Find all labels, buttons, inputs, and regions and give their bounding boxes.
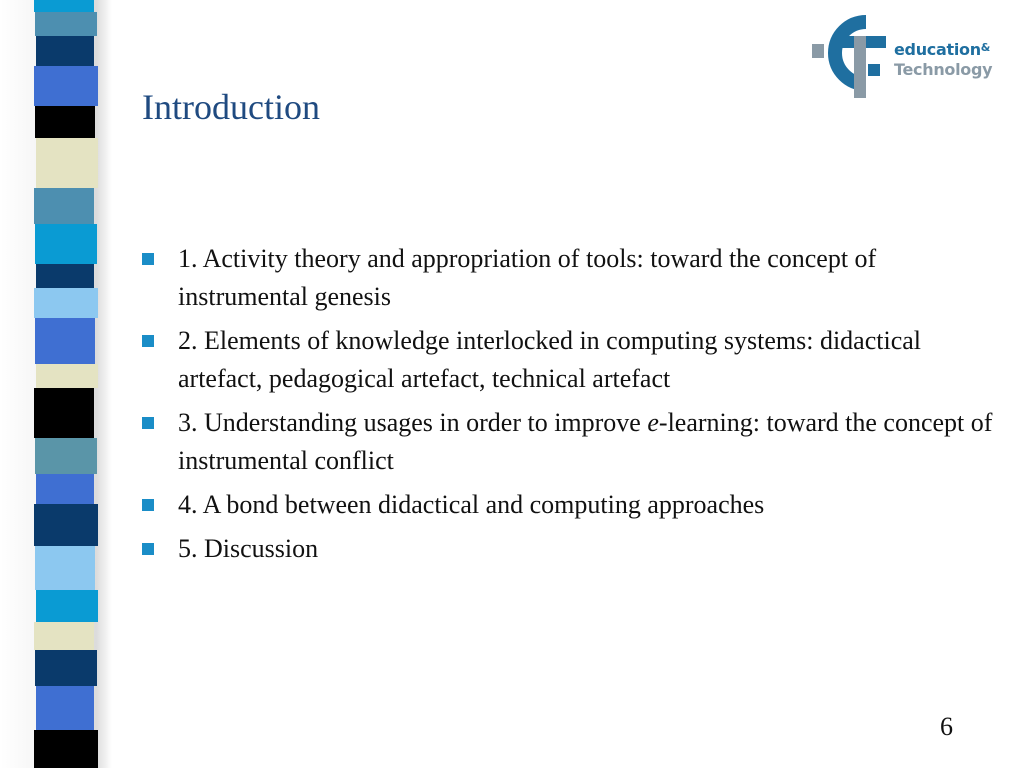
decorative-stripe-band: [34, 0, 98, 768]
stripe-segment: [35, 438, 97, 474]
slide-title: Introduction: [142, 87, 320, 127]
bullet-text: 4. A bond between didactical and computing approaches: [178, 490, 765, 519]
bullet-item: [142, 240, 1002, 316]
bullet-text: [178, 408, 992, 475]
stripe-segment: [34, 288, 98, 318]
logo-word-education: education: [894, 40, 981, 59]
bullet-text: 1. Activity theory and appropriation of tools: toward the concept of instrumental genesis: [178, 244, 877, 311]
stripe-segment: [35, 650, 97, 686]
square-bullet-icon: [142, 335, 154, 347]
logo-ampersand: &: [980, 41, 991, 54]
logo-text: [894, 38, 1006, 80]
square-bullet-icon: [142, 253, 154, 265]
bullet-item: [142, 404, 1002, 480]
square-bullet-icon: [142, 543, 154, 555]
stripe-segment: [34, 188, 94, 224]
page-number: 6: [940, 712, 953, 741]
bullet-text: 5. Discussion: [178, 534, 319, 563]
bullet-item: [142, 322, 1002, 398]
bullet-list: [142, 240, 1002, 574]
logo-mark-icon: [808, 14, 890, 100]
bullet-text-emphasis: e: [647, 408, 659, 437]
square-bullet-icon: [142, 417, 154, 429]
stripe-segment: [35, 546, 95, 590]
bullet-text-part: -learning: toward the concept of instrumental conflict: [178, 408, 993, 475]
stripe-segment: [35, 318, 95, 364]
logo-text-line2: Technology: [894, 60, 993, 79]
bullet-item: [142, 486, 1002, 524]
bullet-item: [142, 530, 1002, 568]
logo-text-line1: [894, 38, 1006, 60]
stripe-segment: [35, 12, 97, 36]
stripe-segment: [36, 474, 94, 504]
bullet-text: 2. Elements of knowledge interlocked in computing systems: didactical artefact, pedagogical artefact, technical artefact: [178, 326, 921, 393]
bullet-text-part: 3. Understanding usages in order to improve: [178, 408, 648, 437]
stripe-segment: [34, 622, 94, 650]
square-bullet-icon: [142, 499, 154, 511]
stripe-segment: [34, 0, 94, 12]
stripe-segment: [35, 224, 97, 264]
stripe-segment: [36, 264, 94, 288]
stripe-segment: [35, 106, 95, 138]
stripe-segment: [36, 686, 94, 730]
education-technology-logo: [808, 14, 1008, 104]
stripe-segment: [34, 388, 94, 438]
stripe-segment: [36, 36, 94, 66]
stripe-segment: [36, 138, 98, 188]
stripe-segment: [36, 364, 98, 388]
stripe-segment: [36, 590, 98, 622]
stripe-segment: [34, 730, 98, 768]
stripe-segment: [34, 504, 98, 546]
stripe-segment: [34, 66, 98, 106]
